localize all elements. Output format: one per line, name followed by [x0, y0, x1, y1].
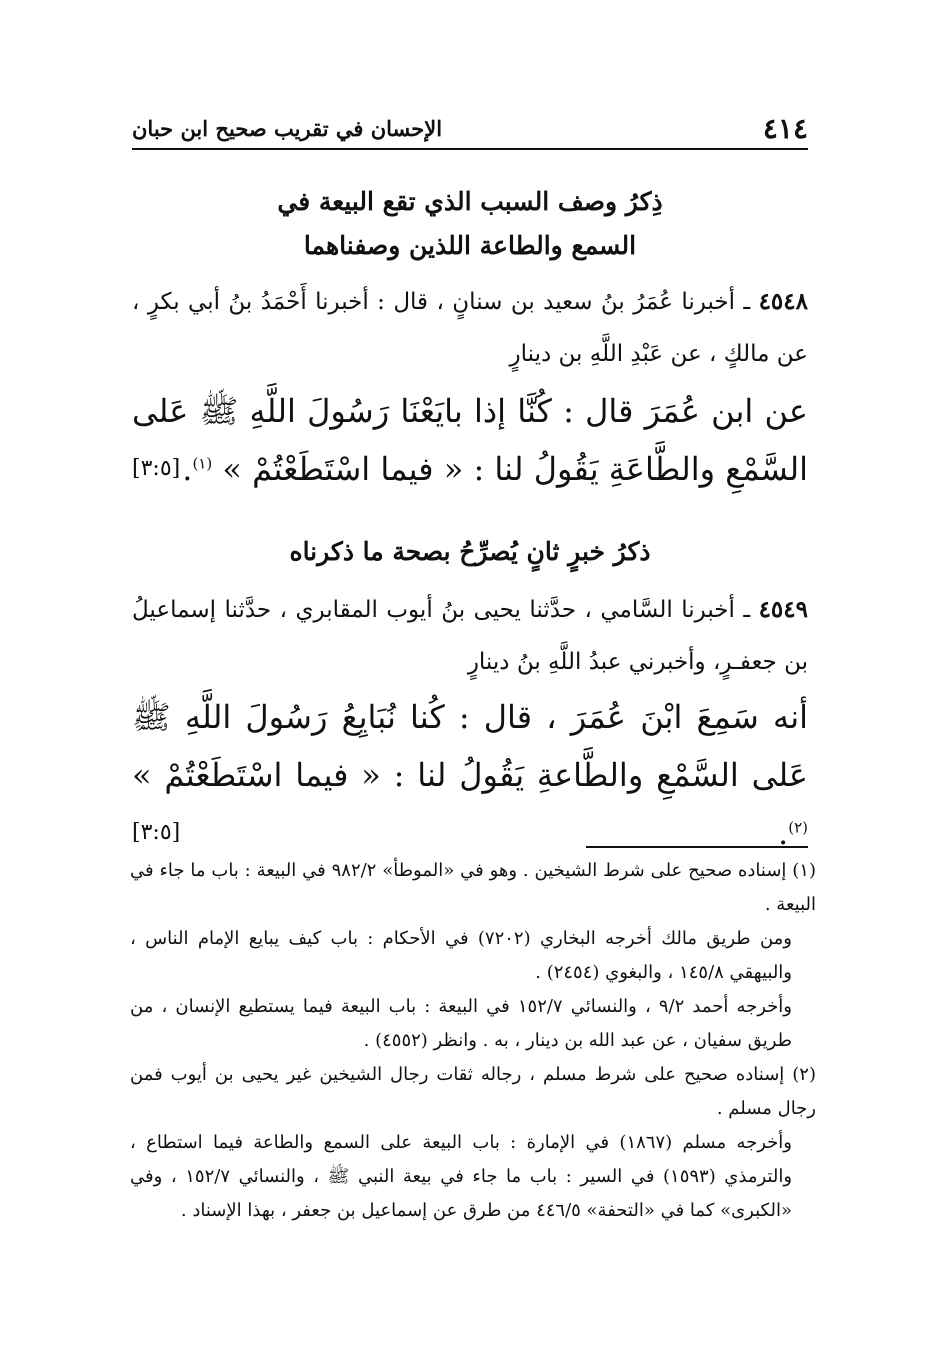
- section1-isnad: [132, 276, 808, 380]
- section2-isnad: [132, 584, 808, 688]
- hadith-number: ٤٥٤٩: [758, 596, 808, 623]
- footnote-separator: [586, 846, 808, 848]
- volume-reference: [٣:٥]: [132, 456, 181, 481]
- volume-reference: [٣:٥]: [132, 820, 181, 845]
- matn-text: عن ابن عُمَرَ قال : كُنَّا إذا بايَعْنَا رَسُولَ اللَّهِ ﷺ عَلى السَّمْعِ والطَّاعَةِ يَقُولُ لنا : « فيما اسْتَطَعْتُمْ »: [132, 392, 808, 488]
- section1-heading-line1: ذِكرُ وصف السبب الذي تقع البيعة في: [277, 187, 663, 216]
- footnote-1-cont-b: وأخرجه أحمد ٩/٢ ، والنسائي ١٥٢/٧ في البيعة : باب البيعة فيما يستطيع الإنسان ، من طريق سفيان ، عن عبد الله بن دينار ، به . وانظر (٤٥٥٢) .: [130, 996, 793, 1051]
- footnotes: [130, 854, 816, 1228]
- matn-end: .: [778, 814, 789, 852]
- isnad-text: ـ أخبرنا السَّامي ، حدَّثنا يحيى بنُ أيوب المقابري ، حدَّثنا إسماعيلُ بن جعفـرٍ، وأخبرني عبدُ اللَّهِ بنُ دينارٍ: [132, 597, 808, 675]
- section1-heading-line2: السمع والطاعة اللذين وصفناهما: [303, 231, 637, 260]
- hadith-number: ٤٥٤٨: [758, 288, 808, 315]
- footnote-ref: (١): [192, 454, 213, 473]
- footnote-1: (١) إسناده صحيح على شرط الشيخين . وهو في «الموطأ» ٩٨٢/٢ في البيعة : باب ما جاء في البيعة .: [130, 860, 816, 915]
- footnote-2-cont: وأخرجه مسلم (١٨٦٧) في الإمارة : باب البيعة على السمع والطاعة فيما استطاع ، والترمذي (١٥٩٣) في السير : باب ما جاء في بيعة النبي ﷺ ، والنسائي ١٥٢/٧ ، وفي «الكبرى» كما في «التحفة» ٤٤٦/٥ من طرق عن إسماعيل بن جعفر ، بهذا الإسناد .: [130, 1132, 793, 1221]
- book-title: الإحسان في تقريب صحيح ابن حبان: [132, 116, 443, 141]
- section1-matn: [132, 382, 808, 498]
- footnote-2: (٢) إسناده صحيح على شرط مسلم ، رجاله ثقات رجال الشيخين غير يحيى بن أيوب فمن رجال مسلم .: [130, 1064, 816, 1119]
- page-number: ٤١٤: [762, 112, 808, 145]
- footnote-1-cont-a: ومن طريق مالك أخرجه البخاري (٧٢٠٢) في الأحكام : باب كيف يبايع الإمام الناس ، والبيهقي ١٤٥/٨ ، والبغوي (٢٤٥٤) .: [130, 928, 792, 983]
- section2-heading: ذكرُ خبرٍ ثانٍ يُصرِّحُ بصحة ما ذكرناه: [289, 537, 651, 566]
- running-header: [132, 108, 808, 150]
- matn-text: أنه سَمِعَ ابْنَ عُمَرَ ، قال : كُنا نُبَايِعُ رَسُولَ اللَّهِ ﷺ عَلى السَّمْعِ والطَّاعةِ يَقُولُ لنا : « فيما اسْتَطَعْتُمْ »: [132, 698, 808, 794]
- matn-end: .: [182, 450, 193, 488]
- isnad-text: ـ أخبرنا عُمَرُ بنُ سعيد بن سنانٍ ، قال : أخبرنا أَحْمَدُ بنُ أبي بكرٍ ، عن مالكٍ ، عن عَبْدِ اللَّهِ بن دينارٍ: [132, 289, 808, 367]
- section2-matn: [132, 688, 808, 862]
- footnote-ref: (٢): [788, 818, 808, 837]
